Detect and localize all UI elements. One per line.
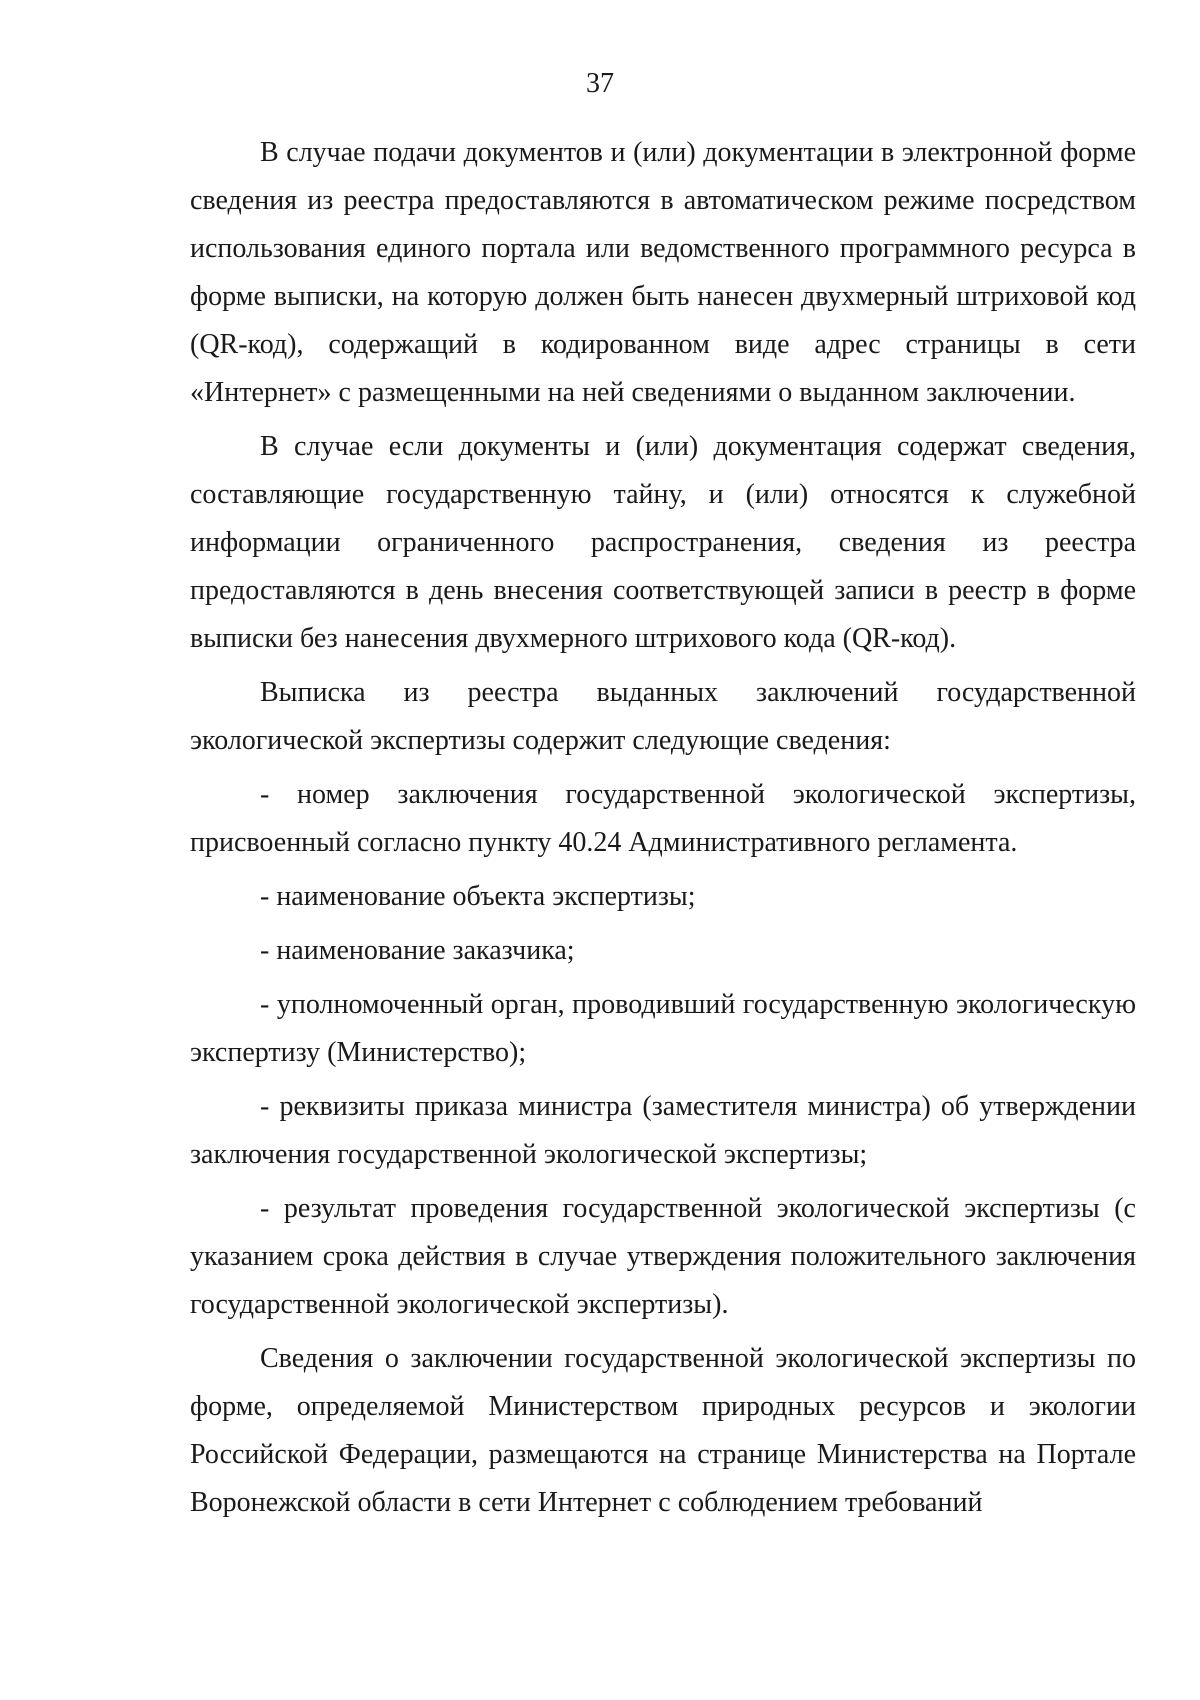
list-item-authorized-body: - уполномоченный орган, проводивший государственную экологическую экспертизу (Министерство);	[190, 989, 1136, 1068]
paragraph-extract-contents-intro: Выписка из реестра выданных заключений государственной экологической экспертизы содержит следующие сведения:	[190, 677, 1136, 756]
page-number: 37	[586, 68, 614, 99]
list-item-conclusion-number: - номер заключения государственной экологической экспертизы, присвоенный согласно пункту 40.24 Административного регламента.	[190, 779, 1136, 858]
document-body	[190, 129, 1136, 1527]
list-item-customer-name: - наименование заказчика;	[260, 935, 575, 966]
paragraph-state-secret: В случае если документы и (или) документация содержат сведения, составляющие государственную тайну, и (или) относятся к служебной информации ограниченного распространения, сведения из реестра предоставляются в день внесения соответствующей записи в реестр в форме выписки без нанесения двухмерного штрихового кода (QR-код).	[190, 431, 1136, 654]
paragraph-portal-publication: Сведения о заключении государственной экологической экспертизы по форме, определяемой Министерством природных ресурсов и экологии Российской Федерации, размещаются на странице Министерства на Портале Воронежской области в сети Интернет с соблюдением требований	[190, 1343, 1136, 1518]
list-item-expertise-result: - результат проведения государственной экологической экспертизы (с указанием срока действия в случае утверждения положительного заключения государственной экологической экспертизы).	[190, 1193, 1136, 1320]
paragraph-electronic-submission: В случае подачи документов и (или) документации в электронной форме сведения из реестра предоставляются в автоматическом режиме посредством использования единого портала или ведомственного программного ресурса в форме выписки, на которую должен быть нанесен двухмерный штриховой код (QR-код), содержащий в кодированном виде адрес страницы в сети «Интернет» с размещенными на ней сведениями о выданном заключении.	[190, 137, 1136, 408]
list-item-object-name: - наименование объекта экспертизы;	[260, 881, 696, 912]
list-item-order-details: - реквизиты приказа министра (заместителя министра) об утверждении заключения государственной экологической экспертизы;	[190, 1091, 1136, 1170]
